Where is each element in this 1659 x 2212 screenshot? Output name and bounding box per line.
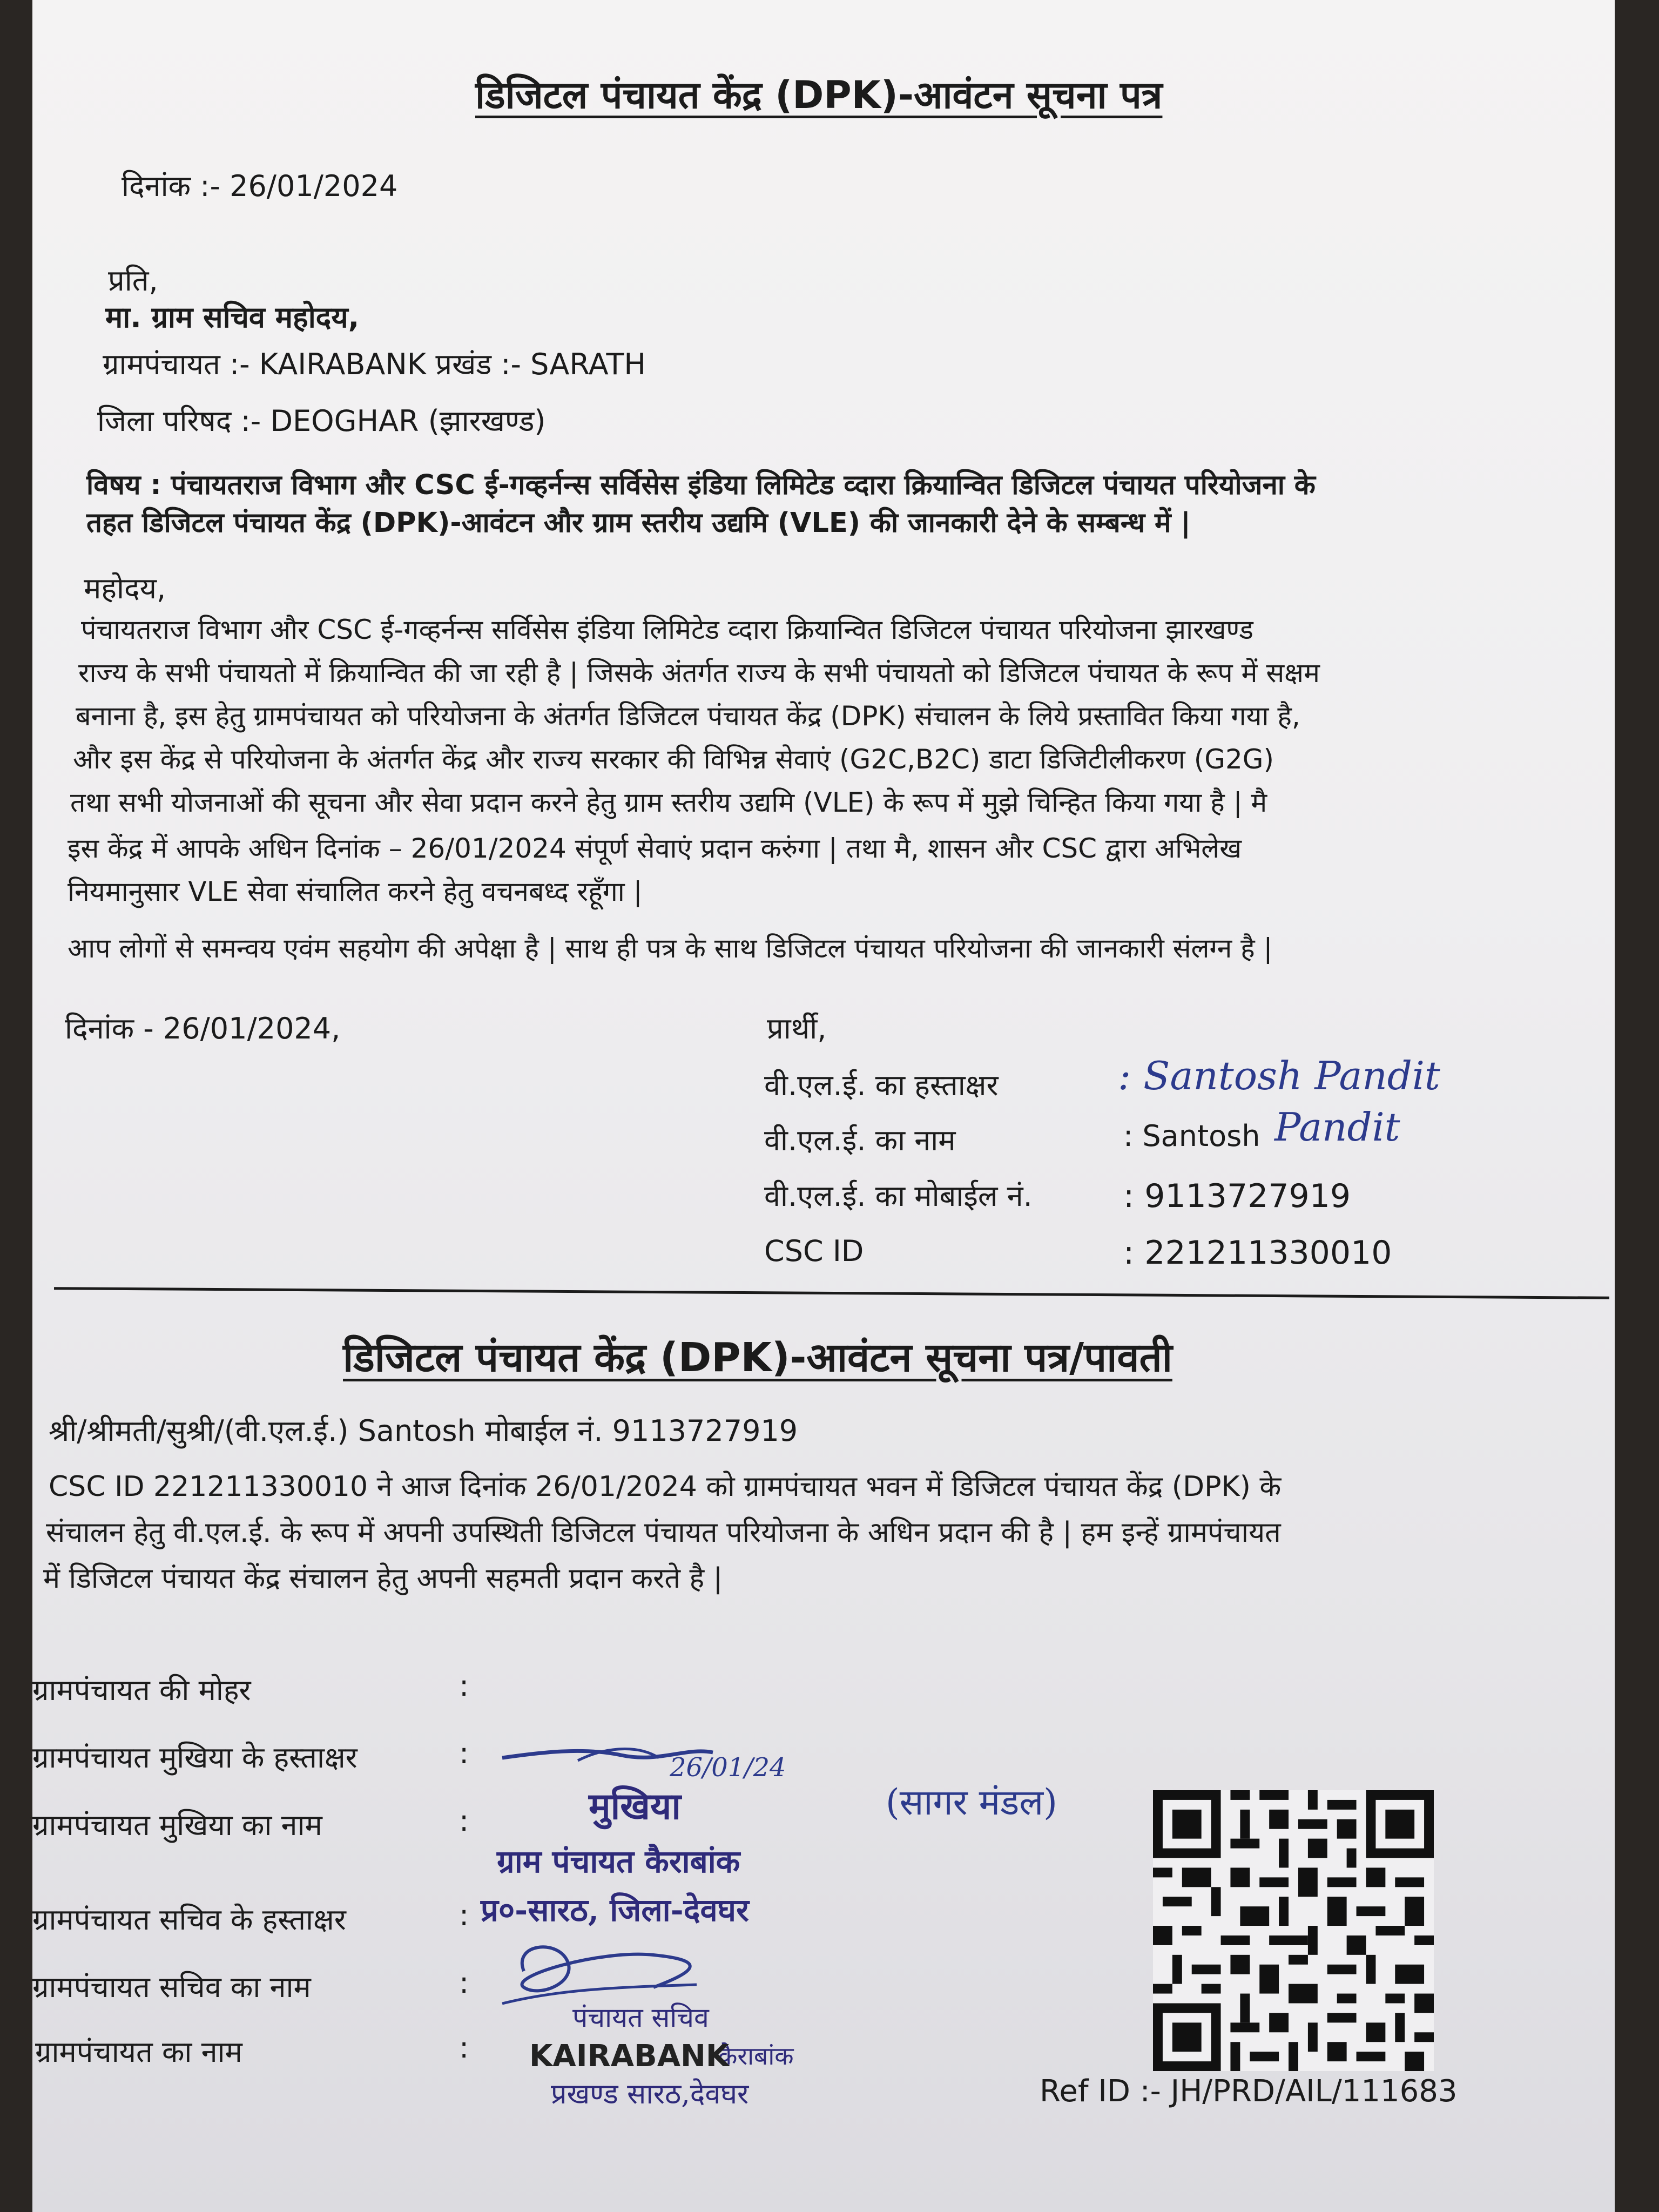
mukhiya-stamp-block: प्र०-सारठ, जिला-देवघर (481, 1892, 749, 1928)
field-sachiv-sign-label: ग्रामपंचायत सचिव के हस्ताक्षर (32, 1903, 346, 1937)
field-mukhiya-sign-label: ग्रामपंचायत मुखिया के हस्ताक्षर (32, 1741, 358, 1775)
applicant-label: प्रार्थी, (767, 1011, 827, 1046)
handwritten-name-note: (सागर मंडल) (886, 1782, 1057, 1823)
field-stamp-label: ग्रामपंचायत की मोहर (32, 1673, 251, 1707)
field-mukhiya-name-colon: : (459, 1804, 469, 1838)
receipt-line-1: CSC ID 221211330010 ने आज दिनांक 26/01/2024 को ग्रामपंचायत भवन में डिजिटल पंचायत केंद्र (DPK) के (49, 1471, 1282, 1503)
csc-id-value: : 221211330010 (1123, 1234, 1392, 1272)
vle-signature: : Santosh Pandit (1118, 1053, 1440, 1098)
document-paper (32, 0, 1615, 2212)
to-line: प्रति, (108, 264, 158, 298)
field-sachiv-name-colon: : (459, 1966, 469, 2000)
receipt-vle-line: श्री/श्रीमती/सुश्री/(वी.एल.ई.) Santosh मोबाईल नं. 9113727919 (49, 1414, 798, 1448)
subject-line-1: विषय : पंचायतराज विभाग और CSC ई-गव्हर्नन्स सर्विसेस इंडिया लिमिटेड व्दारा क्रियान्वित डिजिटल पंचायत परियोजना के (86, 469, 1316, 501)
district-line: जिला परिषद :- DEOGHAR (झारखण्ड) (97, 404, 546, 438)
field-mukhiya-sign-colon: : (459, 1736, 469, 1770)
vle-name-value: : Santosh (1123, 1119, 1260, 1153)
field-gp-name-label: ग्रामपंचायत का नाम (35, 2035, 242, 2069)
gp-name-value: KAIRABANK (529, 2039, 730, 2074)
section-divider (54, 1287, 1609, 1299)
field-gp-name-colon: : (459, 2031, 469, 2065)
ref-id: Ref ID :- JH/PRD/AIL/111683 (1040, 2074, 1458, 2109)
vle-mobile-label: वी.एल.ई. का मोबाईल नं. (764, 1179, 1033, 1213)
vle-mobile-value: : 9113727919 (1123, 1177, 1351, 1215)
mukhiya-stamp-gp: ग्राम पंचायत कैराबांक (497, 1843, 740, 1880)
receipt-line-2: संचालन हेतु वी.एल.ई. के रूप में अपनी उपस्थिती डिजिटल पंचायत परियोजना के अधिन प्रदान की है | हम इन्हें ग्रामपंचायत (46, 1516, 1281, 1549)
salutation: महोदय, (84, 571, 166, 605)
qr-code (1153, 1790, 1434, 2071)
body-line-6: इस केंद्र में आपके अधिन दिनांक – 26/01/2024 संपूर्ण सेवाएं प्रदान करुंगा | तथा मै, शासन और CSC द्वारा अभिलेख (68, 833, 1242, 864)
field-stamp-colon: : (459, 1669, 469, 1703)
body-line-5: तथा सभी योजनाओं की सूचना और सेवा प्रदान करने हेतु ग्राम स्तरीय उद्यमि (VLE) के रूप में मुझे चिन्हित किया गया है | मै (70, 787, 1267, 818)
field-sachiv-name-label: ग्रामपंचायत सचिव का नाम (32, 1970, 311, 2004)
body-line-7: नियमानुसार VLE सेवा संचालित करने हेतु वचनबध्द रहूँगा | (68, 876, 643, 907)
body-line-3: बनाना है, इस हेतु ग्रामपंचायत को परियोजना के अंतर्गत डिजिटल पंचायत केंद्र (DPK) संचालन के लिये प्रस्तावित किया गया है, (76, 700, 1300, 732)
bottom-date: दिनांक - 26/01/2024, (65, 1011, 341, 1046)
body-line-4: और इस केंद्र से परियोजना के अंतर्गत केंद्र और राज्य सरकार की विभिन्न सेवाएं (G2C,B2C) डाटा डिजिटीलीकरण (G2G) (73, 744, 1274, 775)
receipt-line-3: में डिजिटल पंचायत केंद्र संचालन हेतु अपनी सहमती प्रदान करते है | (43, 1562, 723, 1595)
field-mukhiya-name-label: ग्रामपंचायत मुखिया का नाम (32, 1808, 322, 1842)
gram-panchayat-line: ग्रामपंचायत :- KAIRABANK प्रखंड :- SARATH (103, 347, 646, 381)
vle-sign-label: वी.एल.ई. का हस्ताक्षर (764, 1068, 999, 1102)
letter-title: डिजिटल पंचायत केंद्र (DPK)-आवंटन सूचना पत्र (475, 73, 1163, 117)
closing-line: आप लोगों से समन्वय एवंम सहयोग की अपेक्षा है | साथ ही पत्र के साथ डिजिटल पंचायत परियोजना की जानकारी संलग्न है | (68, 933, 1273, 964)
mukhiya-stamp-title: मुखिया (589, 1785, 681, 1828)
body-line-2: राज्य के सभी पंचायतो में क्रियान्वित की जा रही है | जिसके अंतर्गत राज्य के सभी पंचायतो को डिजिटल पंचायत के रूप में सक्षम (78, 657, 1320, 689)
subject-line-2: तहत डिजिटल पंचायत केंद्र (DPK)-आवंटन और ग्राम स्तरीय उद्यमि (VLE) की जानकारी देने के सम्बन्ध में | (86, 507, 1191, 539)
sachiv-stamp-title: पंचायत सचिव (572, 2002, 709, 2033)
letter-date: दिनांक :- 26/01/2024 (122, 169, 398, 203)
mukhiya-sign-date: 26/01/24 (670, 1752, 786, 1783)
sachiv-stamp-gp: कैराबांक (718, 2041, 794, 2071)
sachiv-stamp-block: प्रखण्ड सारठ,देवघर (551, 2078, 749, 2110)
field-sachiv-sign-colon: : (459, 1898, 469, 1932)
vle-name-handwritten: Pandit (1274, 1104, 1400, 1150)
addressee: मा. ग्राम सचिव महोदय, (105, 300, 360, 334)
csc-id-label: CSC ID (764, 1234, 864, 1268)
body-line-1: पंचायतराज विभाग और CSC ई-गव्हर्नन्स सर्विसेस इंडिया लिमिटेड व्दारा क्रियान्वित डिजिटल पंचायत परियोजना झारखण्ड (81, 614, 1253, 645)
receipt-title: डिजिटल पंचायत केंद्र (DPK)-आवंटन सूचना पत्र/पावती (343, 1334, 1172, 1381)
vle-name-label: वी.एल.ई. का नाम (764, 1123, 956, 1157)
